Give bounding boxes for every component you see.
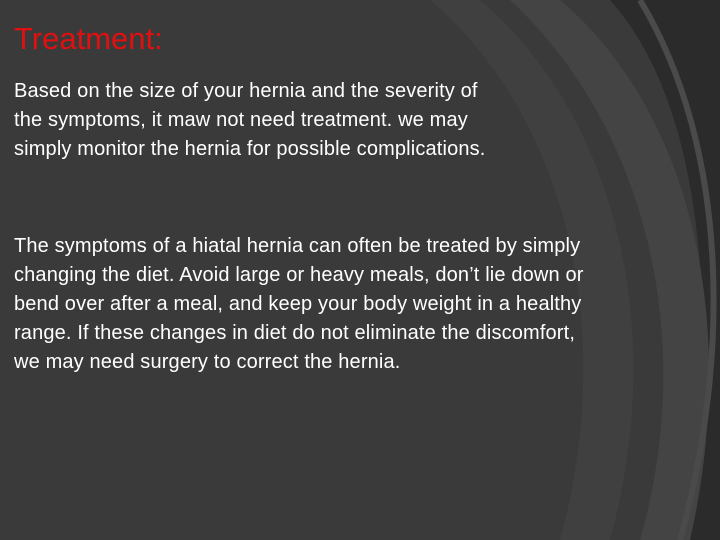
paragraph-line: The symptoms of a hiatal hernia can often be treated by simply [14, 235, 581, 257]
paragraph-line: we may need surgery to correct the hernia. [14, 351, 401, 373]
paragraph-line: simply monitor the hernia for possible complications. [14, 138, 486, 160]
paragraph-diet-surgery [14, 232, 584, 377]
slide-title: Treatment: [14, 21, 163, 56]
paragraph-line: changing the diet. Avoid large or heavy meals, don’t lie down or [14, 264, 584, 286]
paragraph-monitoring [14, 77, 486, 164]
paragraph-line: bend over after a meal, and keep your body weight in a healthy [14, 293, 582, 315]
paragraph-line: the symptoms, it maw not need treatment. we may [14, 109, 468, 131]
paragraph-line: range. If these changes in diet do not eliminate the discomfort, [14, 322, 576, 344]
paragraph-line: Based on the size of your hernia and the severity of [14, 80, 478, 102]
